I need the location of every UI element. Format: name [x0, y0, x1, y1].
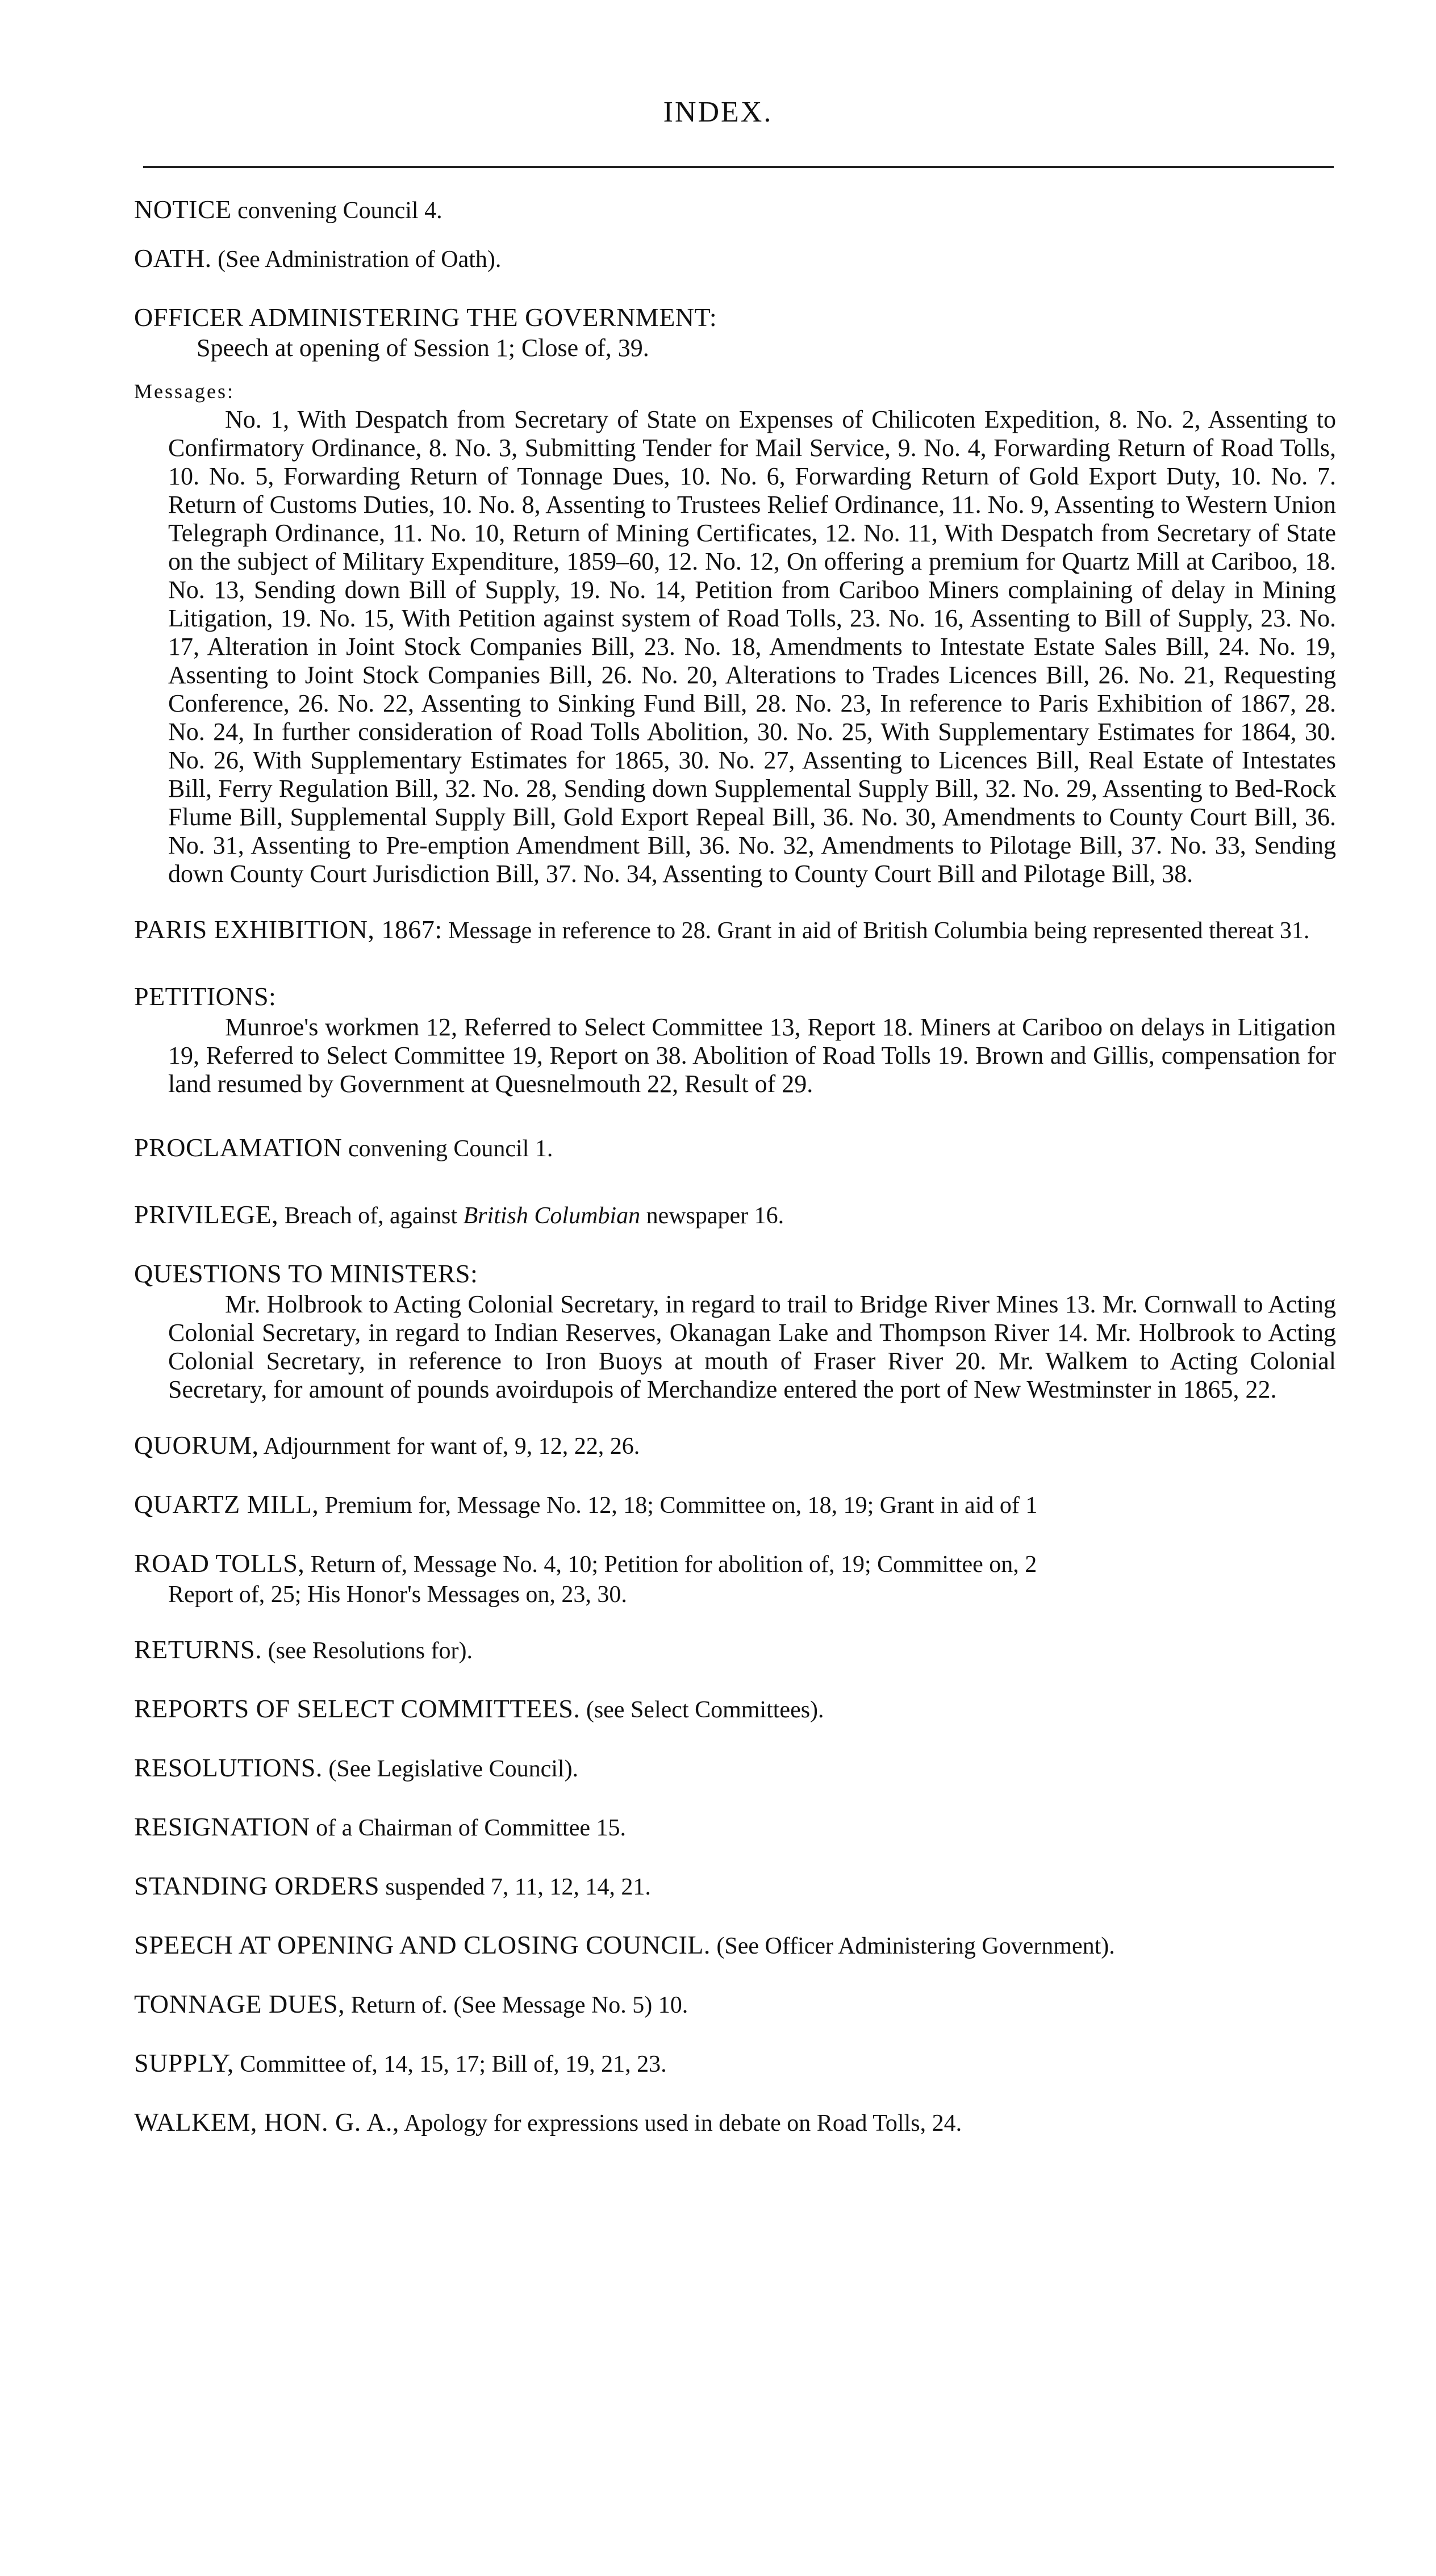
page-title: INDEX. [663, 96, 773, 128]
entry-privilege [134, 1198, 1336, 1232]
entry-road-tolls-sub: Report of, 25; His Honor's Messages on, 23, 30. [168, 1582, 627, 1608]
entry-officer-sub: Speech at opening of Session 1; Close of, 39. [197, 334, 649, 362]
entry-lead: NOTICE [134, 195, 232, 224]
entry-text: convening Council 1. [342, 1136, 553, 1162]
entry-lead: OFFICER ADMINISTERING THE GOVERNMENT: [134, 303, 717, 332]
entry-text: (See Legislative Council). [322, 1756, 579, 1782]
entry-lead: PARIS EXHIBITION, 1867: [134, 915, 443, 944]
entry-lead: SUPPLY, [134, 2048, 234, 2077]
entry-lead: PROCLAMATION [134, 1133, 343, 1162]
entry-text: Return of, Message No. 4, 10; Petition for abolition of, 19; Committee on, 2 [304, 1552, 1037, 1578]
entry-walkem [134, 2106, 1336, 2140]
entry-lead: RESOLUTIONS. [134, 1753, 323, 1782]
entry-text: (See Officer Administering Government). [710, 1933, 1115, 1959]
entry-lead: STANDING ORDERS [134, 1871, 379, 1900]
entry-lead: OATH. [134, 244, 212, 273]
entry-text: Committee of, 14, 15, 17; Bill of, 19, 21, 23. [233, 2051, 667, 2077]
entry-lead: RESIGNATION [134, 1812, 310, 1841]
entry-speech [134, 1929, 1336, 1963]
entry-resolutions [134, 1751, 1336, 1785]
entry-lead: ROAD TOLLS, [134, 1549, 305, 1578]
entry-messages-head: Messages: [134, 380, 235, 403]
entry-text: suspended 7, 11, 12, 14, 21. [379, 1874, 651, 1900]
entry-text: newspaper 16. [640, 1203, 784, 1229]
entry-text: (see Resolutions for). [262, 1638, 473, 1664]
entry-lead: PRIVILEGE, [134, 1200, 279, 1229]
entry-quorum [134, 1429, 1336, 1463]
entry-lead: QUESTIONS TO MINISTERS: [134, 1259, 478, 1288]
entry-petitions-text: Munroe's workmen 12, Referred to Select Committee 13, Report 18. Miners at Cariboo on delays in Litigation 19, Referred to Select Committee 19, Report on 38. Abolition of Road Tolls 19. Brown and Gillis, compensation for land resumed by Government at Quesnelmouth 22, Result of 29. [168, 1013, 1336, 1098]
entry-questions [134, 1257, 1336, 1290]
entry-road-tolls [134, 1547, 1336, 1581]
entry-proclamation [134, 1131, 1336, 1165]
entry-standing-orders [134, 1870, 1336, 1904]
entry-questions-text: Mr. Holbrook to Acting Colonial Secretary, in regard to trail to Bridge River Mines 13. Mr. Cornwall to Acting Colonial Secretary, in regard to Indian Reserves, Okanagan Lake and Thompson River 14. Mr. Holbrook to Acting Colonial Secretary, in reference to Iron Buoys at mouth of Fraser River 20. Mr. Walkem to Acting Colonial Secretary, for amount of pounds avoirdupois of Merchandize entered the port of New Westminster in 1865, 22. [168, 1290, 1336, 1403]
entry-text: Adjournment for want of, 9, 12, 22, 26. [258, 1433, 640, 1460]
entry-officer [134, 301, 1336, 334]
entry-lead: PETITIONS: [134, 982, 277, 1011]
entry-text: Premium for, Message No. 12, 18; Committee on, 18, 19; Grant in aid of 1 [319, 1492, 1038, 1519]
entry-tonnage [134, 1988, 1336, 2022]
entry-lead: SPEECH AT OPENING AND CLOSING COUNCIL. [134, 1930, 711, 1959]
entry-text: convening Council 4. [231, 198, 443, 224]
entry-lead: QUORUM, [134, 1431, 259, 1460]
entry-lead: TONNAGE DUES, [134, 1989, 345, 2018]
entry-text: (see Select Committees). [580, 1697, 824, 1723]
entry-notice [134, 193, 1336, 227]
entry-quartz [134, 1488, 1336, 1522]
entry-lead: QUARTZ MILL, [134, 1490, 319, 1519]
title-rule [143, 166, 1334, 168]
entry-lead: RETURNS. [134, 1635, 262, 1664]
index-body [134, 193, 1336, 2140]
entry-returns [134, 1633, 1336, 1667]
entry-oath [134, 242, 1336, 276]
entry-text: Message in reference to 28. Grant in aid of British Columbia being represented thereat 31. [442, 918, 1310, 944]
entry-text: Return of. (See Message No. 5) 10. [345, 1992, 688, 2018]
entry-lead: REPORTS OF SELECT COMMITTEES. [134, 1694, 581, 1723]
entry-reports [134, 1692, 1336, 1726]
entry-text: Apology for expressions used in debate on Road Tolls, 24. [399, 2110, 962, 2136]
entry-supply [134, 2047, 1336, 2081]
entry-text: Breach of, against [278, 1203, 464, 1229]
entry-resignation [134, 1810, 1336, 1845]
entry-text: (See Administration of Oath). [211, 246, 502, 273]
entry-messages-text: No. 1, With Despatch from Secretary of State on Expenses of Chilicoten Expedition, 8. No. 2, Assenting to Confirmatory Ordinance, 8. No. 3, Submitting Tender for Mail Service, 9. No. 4, Forwarding Return of Road Tolls, 10. No. 5, Forwarding Return of Tonnage Dues, 10. No. 6, Forwarding Return of Gold Export Duty, 10. No. 7. Return of Customs Duties, 10. No. 8, Assenting to Trustees Relief Ordinance, 11. No. 9, Assenting to Western Union Telegraph Ordinance, 11. No. 10, Return of Mining Certificates, 12. No. 11, With Despatch from Secretary of State on the subject of Military Expenditure, 1859–60, 12. No. 12, On offering a premium for Quartz Mill at Cariboo, 18. No. 13, Sending down Bill of Supply, 19. No. 14, Petition from Cariboo Miners complaining of delay in Mining Litigation, 19. No. 15, With Petition against system of Road Tolls, 23. No. 16, Assenting to Bill of Supply, 23. No. 17, Alteration in Joint Stock Companies Bill, 23. No. 18, Amendments to Intestate Estate Sales Bill, 24. No. 19, Assenting to Joint Stock Companies Bill, 26. No. 20, Alterations to Trades Licences Bill, 26. No. 21, Requesting Conference, 26. No. 22, Assenting to Sinking Fund Bill, 28. No. 23, In reference to Paris Exhibition of 1867, 28. No. 24, In further consideration of Road Tolls Abolition, 30. No. 25, With Supplementary Estimates for 1864, 30. No. 26, With Supplementary Estimates for 1865, 30. No. 27, Assenting to Licences Bill, Real Estate of Intestates Bill, Ferry Regulation Bill, 32. No. 28, Sending down Supplemental Supply Bill, 32. No. 29, Assenting to Bed-Rock Flume Bill, Supplemental Supply Bill, Gold Export Repeal Bill, 36. No. 30, Amendments to County Court Bill, 36. No. 31, Assenting to Pre-emption Amendment Bill, 36. No. 32, Amendments to Pilotage Bill, 37. No. 33, Sending down County Court Jurisdiction Bill, 37. No. 34, Assenting to County Court Bill and Pilotage Bill, 38. [168, 405, 1336, 888]
entry-text: of a Chairman of Committee 15. [310, 1815, 626, 1841]
entry-paris [134, 913, 1336, 947]
newspaper-title: British Columbian [463, 1203, 641, 1229]
entry-petitions [134, 980, 1336, 1013]
entry-lead: WALKEM, HON. G. A., [134, 2107, 399, 2136]
